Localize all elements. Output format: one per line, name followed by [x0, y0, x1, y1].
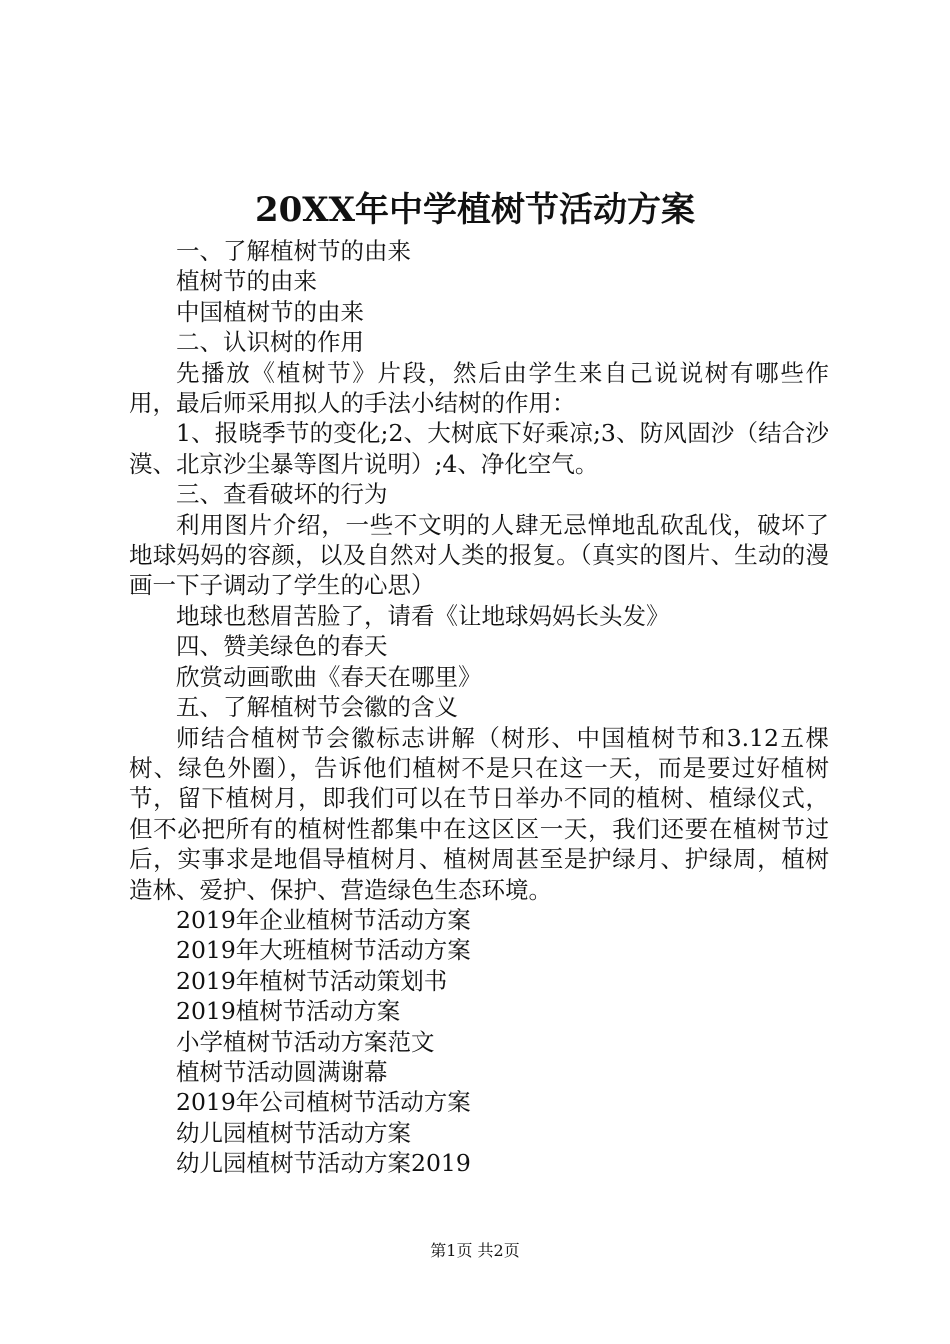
paragraph: 1、报晓季节的变化;2、大树底下好乘凉;3、防风固沙（结合沙漠、北京沙尘暴等图片说明）;4、净化空气。	[129, 419, 829, 478]
related-link: 2019年大班植树节活动方案	[176, 936, 471, 965]
paragraph: 利用图片介绍，一些不文明的人肆无忌惮地乱砍乱伐，破坏了地球妈妈的容颜，以及自然对人类的报复。（真实的图片、生动的漫画一下子调动了学生的心思）	[129, 510, 829, 600]
paragraph: 师结合植树节会徽标志讲解（树形、中国植树节和3.12五棵树、绿色外圈），告诉他们植树不是只在这一天，而是要过好植树节，留下植树月，即我们可以在节日举办不同的植树、植绿仪式，但不必把所有的植树性都集中在这区区一天，我们还要在植树节过后，实事求是地倡导植树月、植树周甚至是护绿月、护绿周，植树造林、爱护、保护、营造绿色生态环境。	[129, 723, 829, 904]
related-link: 幼儿园植树节活动方案	[176, 1118, 411, 1147]
paragraph: 地球也愁眉苦脸了，请看《让地球妈妈长头发》	[176, 601, 670, 630]
related-link: 植树节活动圆满谢幕	[176, 1057, 388, 1086]
section-heading-2: 二、认识树的作用	[176, 328, 364, 357]
section-heading-4: 四、赞美绿色的春天	[176, 632, 388, 661]
related-link: 2019植树节活动方案	[176, 997, 401, 1026]
document-title: 20XX年中学植树节活动方案	[254, 190, 696, 230]
document-body	[129, 236, 829, 1179]
section-heading-5: 五、了解植树节会徽的含义	[176, 693, 458, 722]
paragraph: 先播放《植树节》片段，然后由学生来自己说说树有哪些作用，最后师采用拟人的手法小结树的作用：	[129, 358, 829, 418]
paragraph: 植树节的由来	[176, 267, 317, 296]
related-link: 幼儿园植树节活动方案2019	[176, 1149, 471, 1178]
related-link: 小学植树节活动方案范文	[176, 1027, 435, 1056]
paragraph: 中国植树节的由来	[176, 297, 364, 326]
related-link: 2019年植树节活动策划书	[176, 966, 448, 995]
section-heading-3: 三、查看破坏的行为	[176, 480, 388, 509]
related-link: 2019年公司植树节活动方案	[176, 1088, 471, 1117]
paragraph: 欣赏动画歌曲《春天在哪里》	[176, 662, 482, 691]
page-number-footer: 第1页 共2页	[430, 1241, 520, 1260]
section-heading-1: 一、了解植树节的由来	[176, 237, 411, 265]
related-link: 2019年企业植树节活动方案	[176, 905, 471, 934]
